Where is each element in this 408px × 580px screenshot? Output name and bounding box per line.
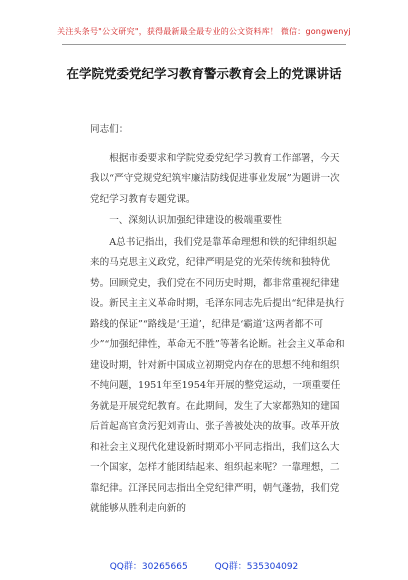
document-body	[90, 120, 345, 520]
header-promo-note: 关注头条号"公文研究"，获得最新最全最专业的公文资料库！ 微信：gongwenyj	[57, 27, 351, 36]
intro-paragraph: 根据市委要求和学院党委党纪学习教育工作部署，今天我以“严守党规党纪筑牢廉洁防线促进事业发展”为题讲一次党纪学习教育专题党课。	[90, 152, 340, 205]
qq-group-1: QQ群：30265665	[109, 562, 188, 572]
body-paragraph: A总书记指出，我们党是靠革命理想和铁的纪律组织起来的马克思主义政党，纪律严明是党的光荣传统和独特优势。回顾党史，我们党在不同历史时期，都非常重视纪律建设。新民主主义革命时期，毛泽东同志先后提出“纪律是执行路线的保证”“路线是‘王道’，纪律是‘霸道’这两者都不可少”“加强纪律性，革命无不胜”等著名论断。社会主义革命和建设时期，针对新中国成立初期党内存在的思想不纯和组织不纯问题，1951年至1954年开展的整党运动，一项重要任务就是开展党纪教育。在此期间，发生了大家都熟知的建国后首起高官贪污犯刘青山、张子善被处决的故事。改革开放和社会主义现代化建设新时期邓小平同志指出，我们这么大一个国家，怎样才能团结起来、组织起来呢？一靠理想，二靠纪律。江泽民同志指出全党纪律严明，朝气蓬勃，我们党就能够从胜利走向新的	[90, 236, 345, 514]
salutation: 同志们：	[90, 124, 129, 135]
document-title: 在学院党委党纪学习教育警示教育会上的党课讲话	[66, 66, 342, 81]
footer-qq-groups	[0, 559, 408, 572]
qq-group-2: QQ群：535304092	[214, 562, 299, 572]
section-heading: 一、深刻认识加强纪律建设的极端重要性	[109, 215, 282, 226]
header-divider	[62, 44, 346, 45]
